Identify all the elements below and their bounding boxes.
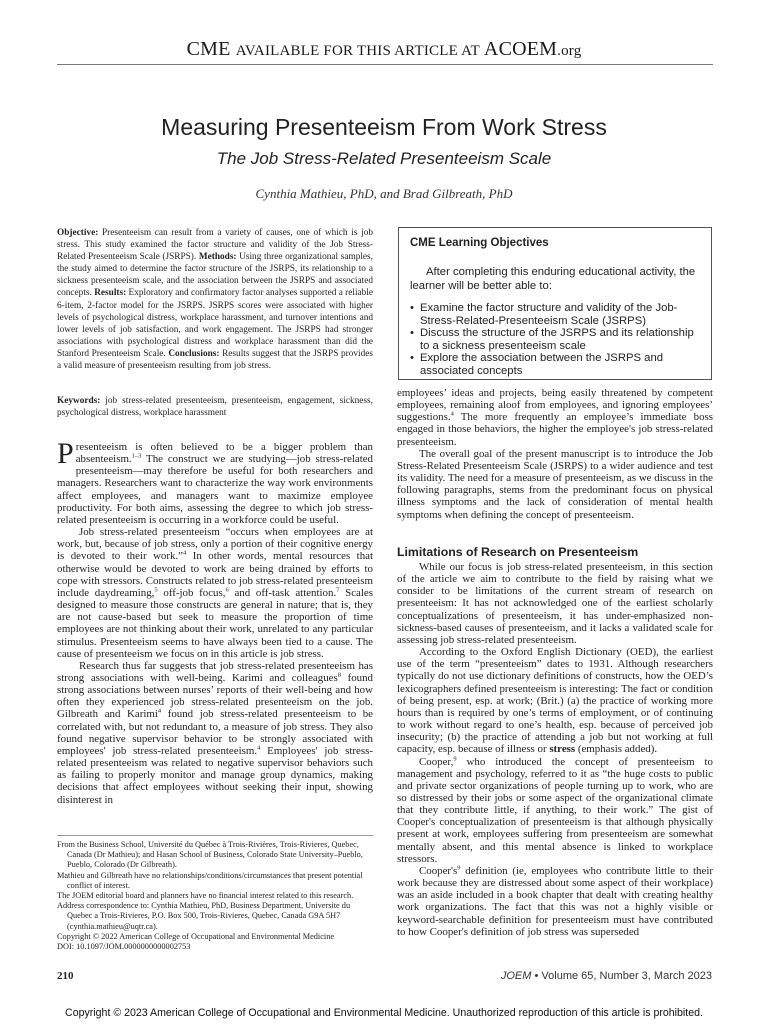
citation: 7 [336, 586, 340, 594]
paragraph [397, 387, 713, 448]
footnote-editorial: The JOEM editorial board and planners have no financial interest related to this research. [57, 891, 354, 901]
header-rule [57, 64, 713, 65]
text-run: off-job focus, [157, 586, 226, 599]
footnote-correspondence: Address correspondence to: Cynthia Mathieu, PhD, Business Department, Universite du Quebec a Trois-Rivieres, P.O. Box 500, Trois-Rivieres, Quebec, Canada G9A 5H7 (cynthia.mathieu@uqtr.ca). [57, 901, 351, 931]
paragraph [397, 865, 713, 938]
body-right-top [397, 387, 713, 521]
footnote-conflicts: Mathieu and Gilbreath have no relationships/conditions/circumstances that present potential conflict of interest. [57, 870, 363, 890]
abstract-results-label: Results: [94, 288, 127, 299]
text-run: Employees' job stress-related presenteeism was related to negative supervisor behaviors such as failing to properly monitor and manage group dynamics, making decisions that affect employees without seeking their input, showing disinterest in [57, 744, 373, 806]
citation: 1–3 [131, 452, 142, 460]
text-run: employees’ ideas and projects, being easily threatened by competent employees, remaining aloof from employees, and ignoring employees’ suggestions. [397, 387, 713, 424]
citation: 8 [337, 671, 341, 679]
list-item: • Discuss the structure of the JSRPS and its relationship to a sickness presenteeism scale [410, 327, 703, 352]
drop-cap: P [57, 437, 74, 470]
journal-bullet: • [534, 970, 539, 982]
citation: 4 [450, 410, 454, 418]
journal-name: JOEM [500, 970, 532, 982]
keywords-label: Keywords: [57, 396, 101, 406]
paragraph [397, 646, 713, 755]
list-item: • Examine the factor structure and validity of the Job-Stress-Related-Presenteeism Scale (JSRPS) [410, 302, 703, 327]
text-run: (emphasis added). [575, 743, 658, 756]
copyright-notice: Copyright © 2023 American College of Occupational and Environmental Medicine. Unauthorized reproduction of this article is prohibited. [65, 1007, 703, 1019]
text-run: resenteeism is often believed to be a bigger problem than absenteeism. [75, 441, 373, 466]
text-run: and off-task attention. [228, 586, 337, 599]
text-run: Cooper's [419, 864, 458, 877]
paragraph [397, 756, 713, 865]
footnotes [57, 840, 373, 952]
abstract-objective: Presenteeism can result from a variety of causes, one of which is job stress. This study examined the factor structure and validity of the Job Stress-Related Presenteeism Scale (JSRPS). [57, 228, 374, 263]
paragraph [57, 437, 373, 526]
text-run: The more frequently an employee’s immediate boss engaged in those behaviors, the higher the employee's job stress-related presenteeism. [397, 411, 713, 448]
cme-objectives-box [398, 227, 712, 380]
paragraph: While our focus is job stress-related presenteeism, in this section of the article we aim to contribute to the field by raising what we consider to be limitations of the current stream of research on presenteeism: It has not acknowledged one of the earliest scholarly conceptualizations of presenteeism, it has under-emphasized non-sickness-based causes of presenteeism, and it lacks a validated scale for assessing job stress-related presenteeism. [397, 561, 713, 646]
cme-banner [0, 38, 768, 61]
abstract-objective-label: Objective: [57, 228, 99, 238]
text-run: Scales designed to measure those constructs are general in nature; that is, they are not cause-based but seek to measure the proportion of time employees are not thinking about their work, unrelated to any particular stimulus. Presenteeism seems to have always been tied to a cause. The cause of presenteeism we focus on in this article is job stress. [57, 586, 373, 660]
citation: 5 [154, 586, 158, 594]
footnote-doi: DOI: 10.1097/JOM.0000000000002753 [57, 942, 191, 952]
text-run: definition (ie, employees who contribute little to their work because they are distressed about some aspect of their workplace) was an aside included in a book chapter that dealt with creating healthy work organizations. The fact that this was not a highly visible or keyword-searchable definition for presenteeism must have contributed to how Cooper's definition of job stress was superseded [397, 864, 713, 938]
citation: 4 [157, 707, 162, 715]
text-run: who introduced the concept of presenteeism to management and psychology, referred to it as “the huge costs to public and private sector organizations of people turning up to work, who are so distressed by their jobs or some aspect of the organizational climate that they contribute little, if anything, to their work.” The gist of Cooper's conceptualization of presenteeism is that although physically present at work, employees suffering from presenteeism are somewhat mentally absent, and this mental absence is linked to workplace stressors. [397, 755, 713, 865]
section-heading: Limitations of Research on Presenteeism [397, 545, 639, 559]
citation: 9 [457, 864, 461, 872]
text-run: According to the Oxford English Dictionary (OED), the earliest use of the term “presenteeism” dates to 1931. Although researchers typically do not use dictionary definitions of constructs, how the OED’s lexicographers defined presenteeism is interesting: The fact or condition of being present, esp. at work; (Brit.) (a) the practice of working more hours than is required by one’s terms of employment, or of continuing to work without regard to one’s health, esp. because of perceived job insecurity; (b) the practice of attending a job but not working at full capacity, esp. because of illness or [397, 646, 713, 756]
text-run: Research thus far suggests that job stress-related presenteeism has strong associations with well-being. Karimi and colleagues [57, 659, 373, 684]
article-subtitle: The Job Stress-Related Presenteeism Scale [216, 149, 552, 168]
citation: 4 [183, 549, 187, 557]
abstract-conclusions: Results suggest that the JSRPS provides a valid measure of presenteeism resulting from job stress. [57, 348, 374, 372]
banner-cme: CME [186, 38, 231, 60]
footnote-affiliation: From the Business School, Université du Québec à Trois-Rivières, Trois-Rivieres, Quebec, Canada (Dr Mathieu); and Hasan School of Business, Colorado State University–Pueblo, Pueblo, Colorado (Dr Gilbreath). [57, 840, 363, 870]
abstract-conclusions-label: Conclusions: [168, 348, 220, 359]
paragraph [57, 660, 373, 806]
banner-available: AVAILABLE FOR THIS ARTICLE AT [235, 43, 480, 59]
abstract-results: Exploratory and confirmatory factor analyses supported a reliable 6-item, 2-factor model for the JSRPS. JSRPS scores were associated with higher levels of psychological distress, workplace harassment, and turnover intentions and lower levels of job satisfaction, and work engagement. The JSRPS had stronger associations with psychological distress and workplace harassment than did the Stanford Presenteeism Scale. [57, 288, 374, 359]
body-left-column [57, 437, 374, 806]
footnote-copyright: Copyright © 2022 American College of Occupational and Environmental Medicine [57, 931, 335, 941]
text-run: found strong associations between nurses’ reports of their well-being and how often they experienced job stress-related presenteeism on the job. Gilbreath and Karimi [57, 671, 373, 721]
abstract [57, 227, 373, 372]
abstract-methods: Using three organizational samples, the study aimed to determine the factor structure of the JSRPS, its relationship to a sickness presenteeism scale, and the association between the JSRPS and associated concepts. [57, 252, 374, 299]
banner-site: ACOEM [483, 38, 558, 60]
abstract-methods-label: Methods: [198, 252, 237, 263]
paragraph: The overall goal of the present manuscript is to introduce the Job Stress-Related Presenteeism Scale (JSRPS) to a wider audience and test its validity. The need for a measure of presenteeism, as we discuss in the following paragraphs, stems from the predominant focus on physical illness symptoms and the lack of consideration of mental health symptoms when defining the concept of presenteeism. [397, 447, 713, 521]
list-item: • Explore the association between the JSRPS and associated concepts [410, 352, 703, 377]
text-run: The construct we are studying—job stress-related presenteeism—may therefore be useful for both researchers and managers. Researchers want to characterize the way work environments affect employees, and managers want to maximize employee productivity. For both aims, assessing the degree to which job stress-related presenteeism is occurring in a workforce could be useful. [57, 453, 373, 526]
emphasis: stress [549, 743, 576, 756]
cme-box-title: CME Learning Objectives [410, 237, 549, 249]
page-number: 210 [57, 970, 74, 982]
body-right-bottom [397, 561, 713, 938]
banner-org: .org [557, 43, 582, 59]
article-authors: Cynthia Mathieu, PhD, and Brad Gilbreath, PhD [255, 186, 513, 201]
article-title: Measuring Presenteeism From Work Stress [161, 114, 607, 140]
cme-objectives-list [410, 302, 703, 378]
footnote-rule [57, 835, 373, 836]
text-run: In other words, mental resources that otherwise would be devoted to work are being drained by efforts to cope with stressors. Constructs related to job stress-related presenteeism include daydreaming, [57, 550, 374, 599]
text-run: Job stress-related presenteeism “occurs when employees are at work, but, because of job stress, only a portion of their cognitive energy is devoted to their work.” [57, 526, 373, 563]
text-run: found job stress-related presenteeism to be correlated with, but not redundant to, a measure of job stress. They also found negative supervisor behavior to be strongly associated with employees' job stress-related presenteeism. [57, 708, 373, 757]
keywords [57, 395, 373, 419]
citation: 9 [453, 754, 457, 762]
journal-issue: Volume 65, Number 3, March 2023 [541, 970, 712, 982]
keywords-text: job stress-related presenteeism, presenteeism, engagement, sickness, psychological distress, workplace harassment [57, 396, 373, 419]
citation: 6 [225, 586, 229, 594]
cme-box-intro: After completing this enduring educational activity, the learner will be better able to: [410, 266, 696, 292]
citation: 4 [257, 744, 261, 752]
text-run: Cooper, [419, 755, 454, 768]
paragraph [57, 526, 373, 660]
journal-citation [501, 970, 712, 982]
